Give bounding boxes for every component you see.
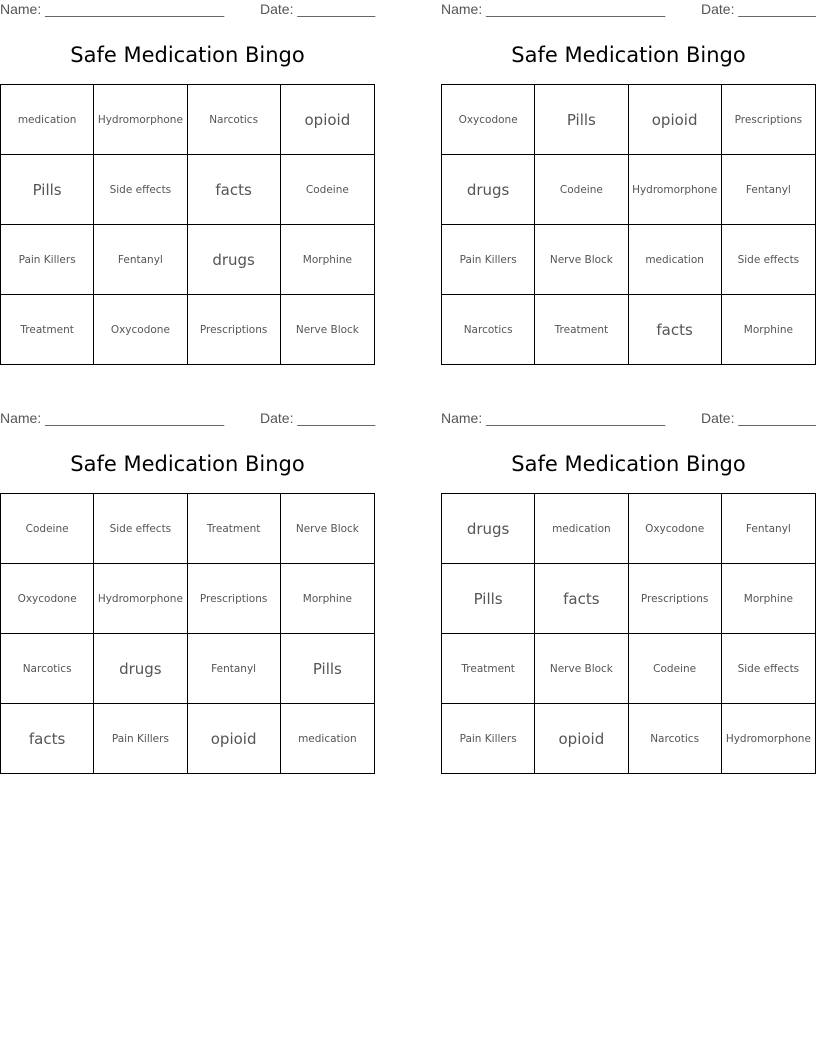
date-field: Date: __________ <box>701 410 816 426</box>
bingo-cell: Nerve Block <box>295 323 359 336</box>
bingo-cell: Oxycodone <box>629 494 722 564</box>
bingo-cell: Pills <box>1 155 94 225</box>
bingo-cell: Morphine <box>743 323 793 336</box>
bingo-cell: medication <box>298 732 357 745</box>
card-title: Safe Medication Bingo <box>70 43 305 67</box>
bingo-cell: Hydromorphone <box>725 732 811 745</box>
bingo-cell: drugs <box>188 225 281 295</box>
bingo-cell: opioid <box>281 85 374 155</box>
bingo-card-2 <box>441 0 816 365</box>
bingo-cell: Prescriptions <box>188 295 281 364</box>
bingo-cell: Hydromorphone <box>94 564 187 634</box>
bingo-cell: Hydromorphone <box>94 85 187 155</box>
bingo-cell: Fentanyl <box>188 634 281 704</box>
bingo-cell: Oxycodone <box>1 564 94 634</box>
bingo-cell: Nerve Block <box>535 634 628 704</box>
bingo-cell: Pills <box>535 85 628 155</box>
bingo-cell: Pain Killers <box>442 225 535 295</box>
card-title: Safe Medication Bingo <box>511 452 746 476</box>
bingo-grid <box>441 493 816 774</box>
bingo-cell: Codeine <box>629 634 722 704</box>
card-header <box>0 0 375 22</box>
bingo-cell: Hydromorphone <box>629 155 722 225</box>
bingo-cell: opioid <box>188 704 281 773</box>
bingo-cell: Prescriptions <box>629 564 722 634</box>
bingo-cell: Treatment <box>188 494 281 564</box>
bingo-cell: Fentanyl <box>94 225 187 295</box>
card-title: Safe Medication Bingo <box>70 452 305 476</box>
bingo-cell: Morphine <box>281 564 374 634</box>
bingo-cell: drugs <box>94 634 187 704</box>
bingo-card-1 <box>0 0 375 365</box>
bingo-cell: Pain Killers <box>1 225 94 295</box>
bingo-cell: Pills <box>281 634 374 704</box>
bingo-cell: Oxycodone <box>94 295 187 364</box>
bingo-cell: facts <box>188 155 281 225</box>
bingo-cell: medication <box>535 494 628 564</box>
bingo-cell: facts <box>1 704 94 773</box>
date-field: Date: __________ <box>260 410 376 426</box>
bingo-cell: Fentanyl <box>722 155 815 225</box>
bingo-cell: Side effects <box>722 634 815 704</box>
bingo-cell: drugs <box>442 155 535 225</box>
bingo-cell: Pills <box>442 564 535 634</box>
bingo-cell: Side effects <box>722 225 815 295</box>
bingo-cell: Prescriptions <box>188 564 281 634</box>
card-header <box>0 409 375 431</box>
bingo-cell: Oxycodone <box>442 85 535 155</box>
card-header <box>441 0 816 22</box>
bingo-cell: facts <box>629 295 722 364</box>
bingo-cell: Treatment <box>442 634 535 704</box>
bingo-grid <box>0 84 375 365</box>
bingo-cell: opioid <box>535 704 628 773</box>
name-field: Name: _______________________ <box>441 410 666 426</box>
bingo-cell: Codeine <box>535 155 628 225</box>
bingo-cell: Codeine <box>1 494 94 564</box>
name-field: Name: _______________________ <box>0 410 225 426</box>
bingo-cell: Side effects <box>94 155 187 225</box>
bingo-cell: Narcotics <box>188 85 281 155</box>
bingo-grid <box>0 493 375 774</box>
card-header <box>441 409 816 431</box>
bingo-cell: Treatment <box>535 295 628 364</box>
bingo-cell: drugs <box>442 494 535 564</box>
bingo-cell: Side effects <box>94 494 187 564</box>
bingo-cell: Narcotics <box>1 634 94 704</box>
card-title: Safe Medication Bingo <box>511 43 746 67</box>
date-field: Date: __________ <box>701 1 816 17</box>
bingo-cell: Morphine <box>722 564 815 634</box>
bingo-cell: medication <box>629 225 722 295</box>
bingo-cell: Pain Killers <box>442 704 535 773</box>
bingo-grid <box>441 84 816 365</box>
bingo-cell: Pain Killers <box>94 704 187 773</box>
bingo-cell: Nerve Block <box>535 225 628 295</box>
bingo-cell: Codeine <box>281 155 374 225</box>
bingo-cell: Morphine <box>281 225 374 295</box>
bingo-cell: Nerve Block <box>281 494 374 564</box>
bingo-card-4 <box>441 409 816 774</box>
bingo-cell: Narcotics <box>442 295 535 364</box>
bingo-cell: Treatment <box>1 295 94 364</box>
bingo-card-3 <box>0 409 375 774</box>
bingo-cell: opioid <box>629 85 722 155</box>
date-field: Date: __________ <box>260 1 376 17</box>
bingo-cell: Narcotics <box>629 704 722 773</box>
bingo-cell: Fentanyl <box>722 494 815 564</box>
bingo-cell: facts <box>535 564 628 634</box>
name-field: Name: _______________________ <box>441 1 666 17</box>
name-field: Name: _______________________ <box>0 1 225 17</box>
bingo-cell: Prescriptions <box>722 85 815 155</box>
bingo-cell: medication <box>1 85 94 155</box>
